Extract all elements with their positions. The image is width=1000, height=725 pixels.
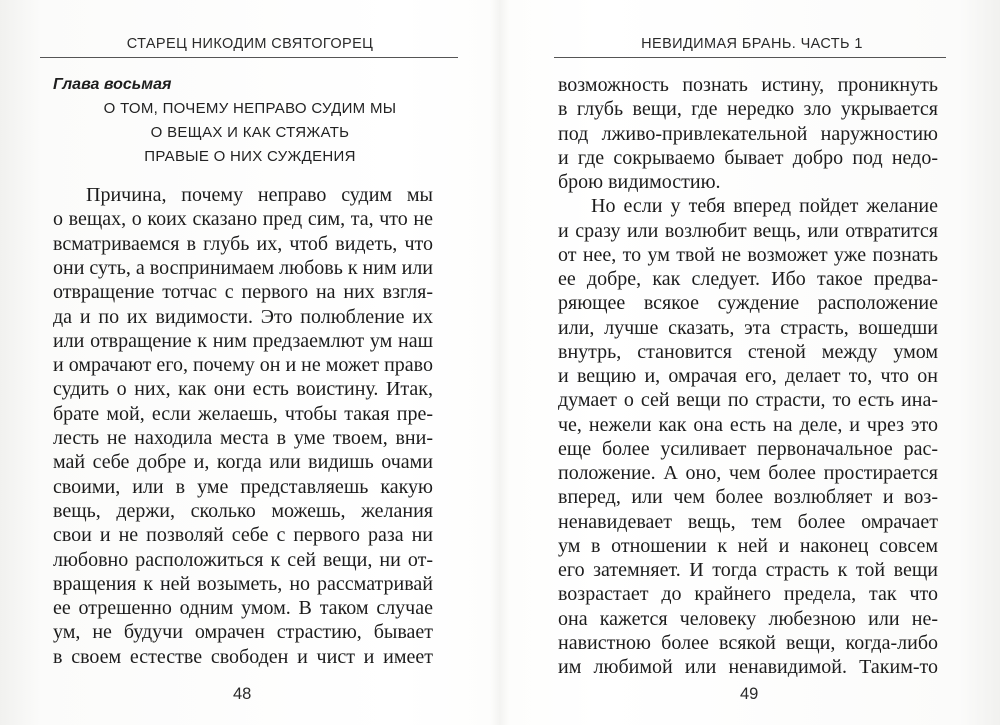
text-line: отвращение тотчас с первого на них взгля- [53,281,433,304]
text-line: возможность познать истину, проникнуть [558,74,938,96]
text-line: и где сокрываемо бывает добро под недо- [558,146,938,169]
text-line: и сразу или возлюбит вещь, или отвратится [558,219,938,242]
running-head-title: НЕВИДИМАЯ БРАНЬ. ЧАСТЬ 1 [641,36,863,52]
text-line: ряющее всякое суждение расположение [558,292,938,315]
chapter-title-line: О ТОМ, ПОЧЕМУ НЕПРАВО СУДИМ МЫ [103,100,397,117]
text-line: да и по их видимости. Это полюбление их [53,305,433,328]
text-line: брате мой, если желаешь, чтобы такая пре- [53,402,433,425]
text-line: Причина, почему неправо судим мы [86,184,433,206]
text-line: ум в отношении к ней и наконец совсем [558,534,938,557]
text-line: своими, или в уме представляешь какую [53,475,433,498]
text-line: брою видимостию. [558,171,721,193]
text-line: под лживо-привлекательной наружностию [558,122,938,145]
text-line: Но если у тебя вперед пойдет желание [591,195,938,218]
text-line: вещь, держи, сколько можешь, желания [53,499,433,522]
text-line: любовно расположиться к сей вещи, ни от- [53,548,433,571]
text-line: всматриваемся в глубь их, чтоб видеть, что [53,232,433,255]
text-line: навистною более всякой вещи, когда-либо [558,631,938,654]
chapter-title-line: ПРАВЫЕ О НИХ СУЖДЕНИЯ [144,148,356,165]
running-head-author: СТАРЕЦ НИКОДИМ СВЯТОГОРЕЦ [126,36,374,52]
text-line: в глубь вещи, где нередко зло укрывается [558,98,938,121]
text-line: или, лучше сказать, эта страсть, вошедши [558,316,938,339]
text-line: ее добре, как следует. Ибо такое предва- [558,268,938,290]
text-line: вращения к ней возыметь, но рассматривай [53,572,433,595]
text-line: май себе добре и, когда или видишь очами [53,451,433,474]
text-line: судить о них, как они есть воистину. Итак, [53,378,433,401]
text-line: думает о сей вещи по страсти, то есть ина- [558,389,938,412]
header-rule [554,57,946,58]
text-line: че, нежели как она есть на деле, и чрез это [558,413,938,436]
text-line: или отвращение к ним предзаемлют ум наш [53,329,433,352]
text-line: и омрачают его, почему он и не может право [53,354,433,377]
text-line: еще более усиливает первоначальное рас- [558,437,938,460]
chapter-label: Глава восьмая [53,76,172,93]
text-line: его затемняет. И тогда страсть к той вещи [558,559,938,581]
text-line: они суть, а воспринимаем любовь к ним или [53,256,434,279]
text-line: положение. А оно, чем более простирается [558,462,938,484]
text-line: внутрь, становится стеной между умом [558,340,938,363]
text-line: она кажется человеку любезною или не- [558,607,938,630]
text-line: ее отрешенно одним умом. В таком случае [53,597,433,620]
text-line: лесть не находила места в уме твоем, вни- [53,427,433,449]
chapter-title-line: О ВЕЩАХ И КАК СТЯЖАТЬ [150,124,350,141]
text-line: ненавидевает вещь, тем более омрачает [558,510,938,533]
text-line: в своем естестве свободен и чист и имеет [53,645,433,668]
text-line: и вещию и, омрачая его, делает то, что он [558,365,938,387]
text-line: ум, не будучи омрачен страстию, бывает [53,621,433,644]
text-line: свои и не позволяй себе с первого раза ни [53,524,433,547]
right-page [500,0,1000,725]
header-rule [40,57,458,58]
text-line: о вещах, о коих сказано пред сим, та, что не [53,208,433,231]
text-line: вперед, или чем более возлюбляет и воз- [558,486,938,509]
text-line: от нее, то ум твой не возможет уже познать [558,243,938,266]
page-number: 48 [233,685,252,703]
text-line: возрастает до крайнего предела, так что [558,583,938,606]
page-number: 49 [740,685,759,703]
text-line: им любимой или ненавидимой. Таким-то [558,656,938,678]
